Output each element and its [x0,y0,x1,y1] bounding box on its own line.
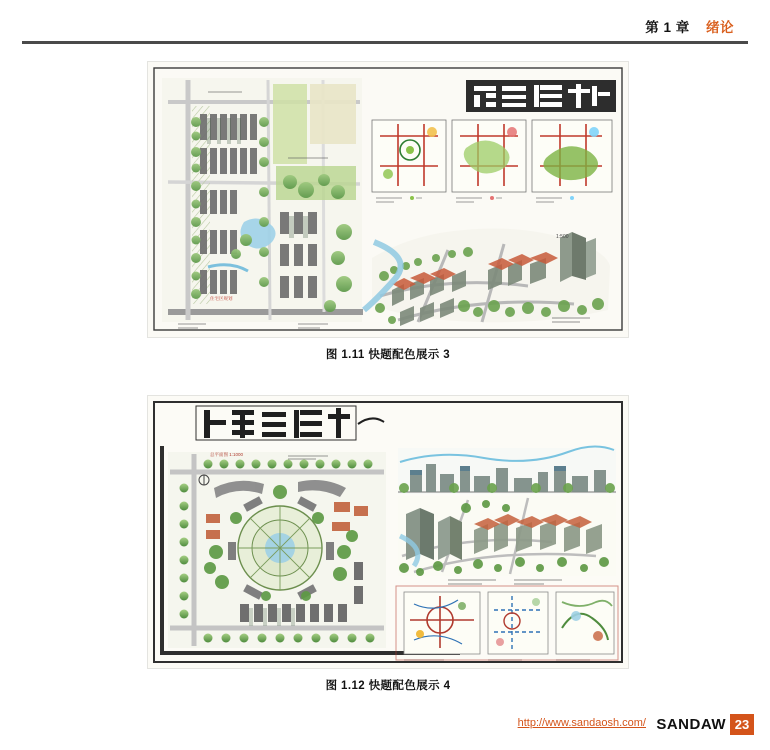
figure-image-1-12 [148,396,628,668]
figure-caption-1-11: 图 1.11 快题配色展示 3 [325,349,451,361]
header-chapter-label: 第 1 章 [645,20,690,35]
footer-brand-logo: SANDAW [656,716,726,733]
svg-text:1:500: 1:500 [556,234,569,240]
page-footer [0,708,770,738]
page-number-badge: 23 [730,714,754,735]
figure-block-1-11 [148,62,628,362]
svg-text:住宅区规划: 住宅区规划 [210,296,233,301]
svg-text:总平面图 1:1000: 总平面图 1:1000 [210,452,244,457]
figure-caption-1-12: 图 1.12 快题配色展示 4 [325,680,451,692]
header-section-title: 绪论 [706,20,734,35]
figure-image-1-11 [148,62,628,337]
page-header [0,0,770,46]
header-text [645,16,734,36]
figure-block-1-12 [148,396,628,693]
footer-website-link[interactable]: http://www.sandaosh.com/ [517,717,646,729]
header-divider [22,41,748,44]
